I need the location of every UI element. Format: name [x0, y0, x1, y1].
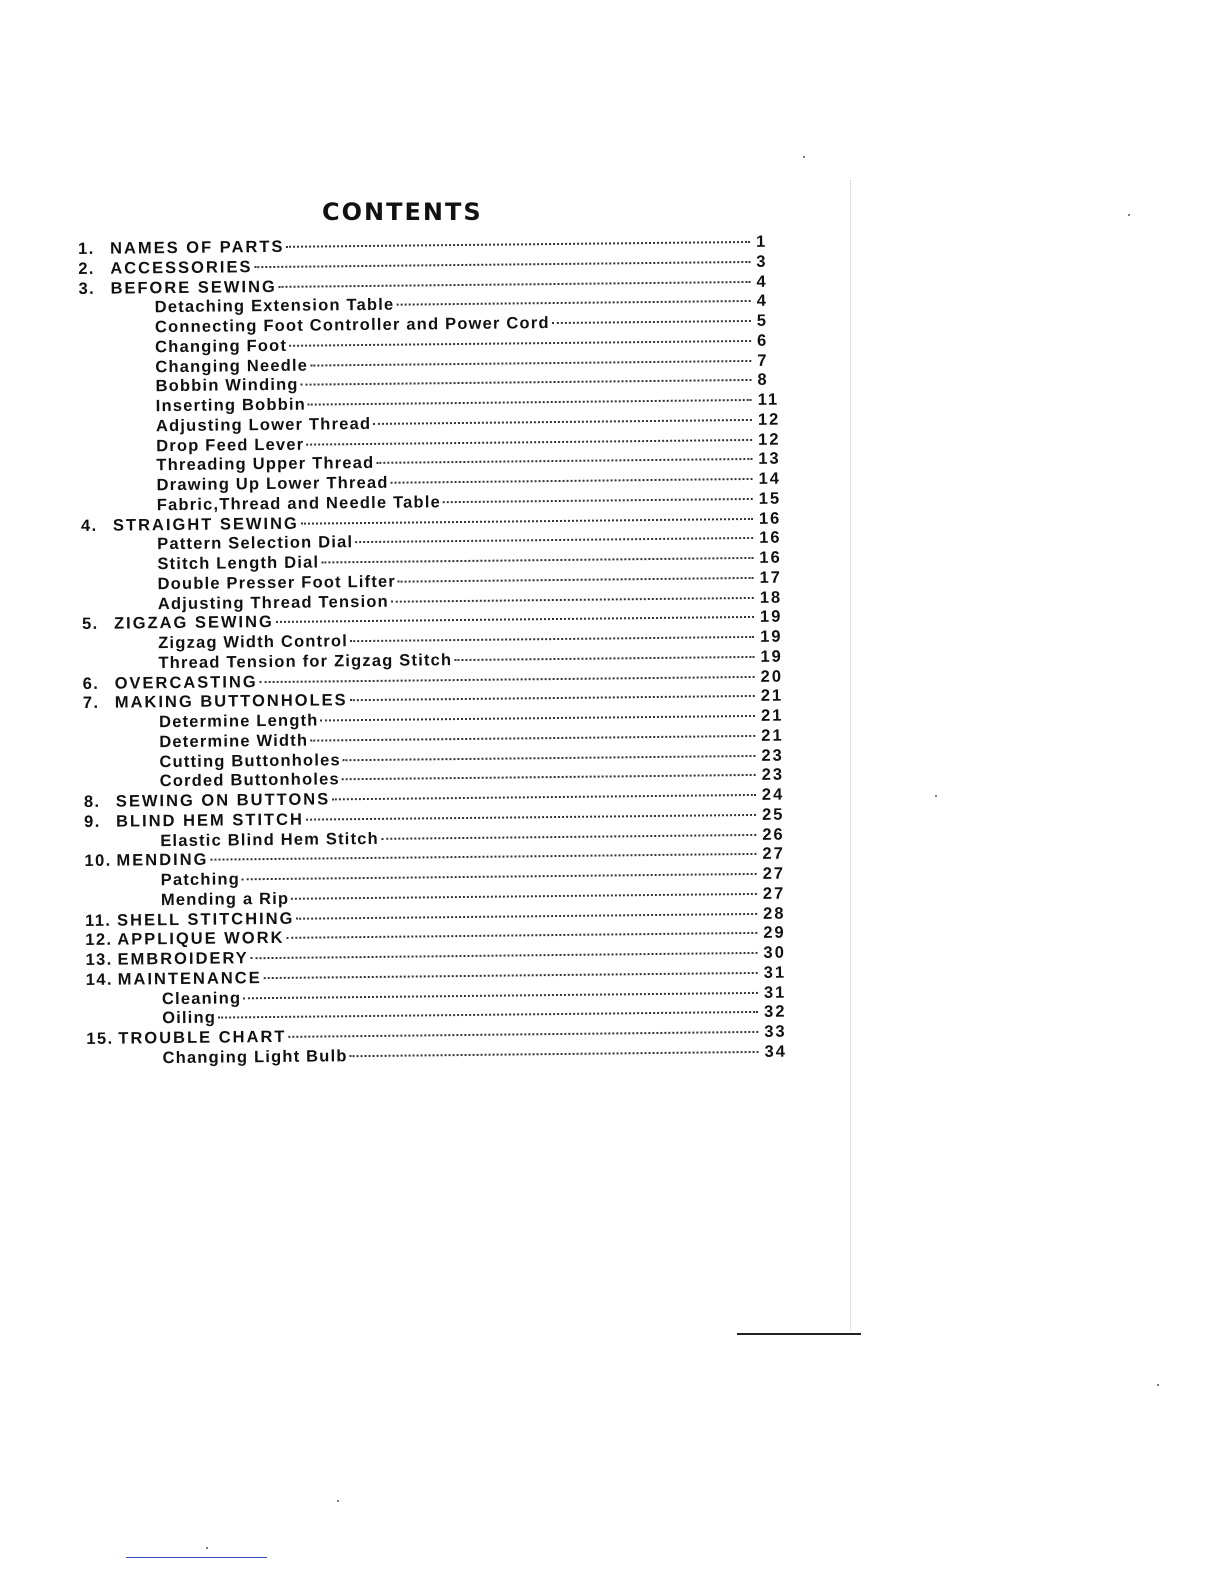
- toc-entry-page: 14: [758, 469, 781, 488]
- toc-entry-page: 29: [763, 923, 786, 943]
- dot-leader: [210, 853, 756, 861]
- toc-entry-number: 1.: [78, 239, 95, 258]
- toc-entry-number: [81, 490, 157, 491]
- toc-entry-title: Connecting Foot Controller and Power Cord: [154, 314, 550, 337]
- toc-entry-number: 3.: [78, 279, 96, 298]
- toc-entry-title: Determine Length: [158, 711, 319, 732]
- toc-entry-number: 12.: [85, 930, 113, 950]
- scan-speck: [935, 795, 937, 797]
- scan-speck: [1157, 1384, 1159, 1386]
- toc-entry-title: ZIGZAG SEWING: [113, 613, 274, 633]
- toc-entry-number: 13.: [85, 950, 113, 969]
- toc-entry-page: 1: [755, 232, 768, 251]
- toc-entry-title: Adjusting Lower Thread: [155, 414, 372, 435]
- scan-speck: [1128, 214, 1130, 216]
- toc-entry-number: [80, 431, 156, 432]
- toc-entry-title: Cutting Buttonholes: [159, 750, 341, 771]
- toc-entry-number: [86, 1023, 162, 1024]
- toc-entry-title: Changing Light Bulb: [162, 1046, 348, 1067]
- toc-entry-page: 16: [759, 528, 782, 548]
- toc-entry-number: [85, 905, 161, 906]
- toc-entry-page: 33: [764, 1022, 787, 1041]
- toc-entry-title: Detaching Extension Table: [154, 295, 395, 317]
- dot-leader: [289, 340, 751, 347]
- toc-entry-title: EMBROIDERY: [117, 949, 249, 969]
- toc-entry-title: Changing Foot: [155, 336, 288, 356]
- toc-entry-page: 32: [764, 1002, 787, 1022]
- toc-entry-title: Mending a Rip: [160, 889, 290, 909]
- toc-entry-number: 8.: [83, 792, 101, 811]
- dot-leader: [301, 517, 753, 524]
- toc-entry-title: Drop Feed Lever: [156, 435, 305, 455]
- toc-entry-title: Elastic Blind Hem Stitch: [160, 829, 379, 850]
- toc-entry-page: 4: [756, 292, 768, 311]
- toc-entry-page: 24: [761, 785, 785, 804]
- toc-entry-number: [81, 510, 157, 511]
- dot-leader: [443, 498, 753, 503]
- toc-entry-number: 11.: [85, 911, 112, 930]
- toc-entry-title: MENDING: [116, 850, 209, 870]
- toc-entry-number: [87, 1063, 163, 1064]
- dot-leader: [396, 300, 750, 306]
- toc-entry-page: 21: [761, 726, 784, 745]
- toc-entry-page: 27: [762, 884, 786, 903]
- toc-entry-number: [84, 846, 160, 847]
- dot-leader: [306, 438, 752, 445]
- toc-entry-page: 11: [757, 390, 780, 409]
- toc-entry-page: 13: [758, 449, 781, 469]
- dot-leader: [342, 774, 756, 780]
- toc-entry-number: 2.: [78, 259, 95, 278]
- dot-leader: [260, 675, 755, 682]
- dot-leader: [350, 1051, 759, 1057]
- dot-leader: [306, 814, 756, 821]
- dot-leader: [343, 754, 756, 760]
- toc-entry-number: 5.: [81, 615, 99, 634]
- toc-entry-page: 27: [762, 844, 785, 864]
- toc-entry-number: [81, 549, 157, 550]
- toc-entry-page: 34: [764, 1042, 787, 1061]
- toc-entry-number: [79, 352, 155, 353]
- dot-leader: [321, 715, 756, 722]
- toc-entry-page: 19: [760, 627, 783, 646]
- toc-entry-number: [80, 391, 156, 392]
- toc-entry-page: 4: [756, 272, 768, 291]
- dot-leader: [296, 912, 757, 919]
- toc-entry-page: 26: [762, 825, 785, 844]
- toc-entry-number: 10.: [84, 851, 112, 871]
- dot-leader: [332, 794, 756, 800]
- toc-entry-title: Zigzag Width Control: [158, 632, 349, 653]
- table-of-contents: [78, 233, 799, 1070]
- toc-entry-page: 12: [758, 430, 781, 449]
- toc-entry-number: 14.: [85, 970, 113, 989]
- toc-entry-number: [80, 411, 156, 412]
- toc-entry-title: Adjusting Thread Tension: [157, 592, 389, 613]
- dot-leader: [376, 458, 752, 464]
- dot-leader: [398, 577, 754, 583]
- toc-entry-page: 16: [759, 548, 782, 567]
- dot-leader: [291, 893, 757, 900]
- toc-entry-number: [82, 589, 158, 590]
- toc-entry-title: Corded Buttonholes: [159, 770, 340, 791]
- dot-leader: [288, 1031, 758, 1038]
- toc-entry-number: [84, 786, 160, 787]
- toc-entry-number: [80, 451, 156, 452]
- toc-entry-page: 31: [763, 963, 787, 982]
- dot-leader: [301, 379, 752, 386]
- toc-entry-number: 15.: [86, 1029, 114, 1048]
- toc-entry-number: 9.: [83, 812, 101, 831]
- toc-entry-title: NAMES OF PARTS: [109, 237, 285, 258]
- toc-entry-number: [86, 1004, 162, 1005]
- toc-entry-number: [83, 747, 159, 748]
- toc-entry-title: Cleaning: [161, 988, 242, 1008]
- toc-entry-number: [83, 727, 159, 728]
- toc-entry-title: MAKING BUTTONHOLES: [114, 691, 348, 712]
- dot-leader: [552, 320, 751, 324]
- scan-edge-mark: [850, 180, 851, 1330]
- toc-entry-page: 5: [756, 311, 769, 330]
- dot-leader: [454, 656, 754, 661]
- toc-entry-page: 3: [756, 252, 768, 271]
- toc-entry-page: 21: [760, 686, 784, 706]
- dot-leader: [279, 280, 751, 287]
- toc-entry-title: Drawing Up Lower Thread: [156, 473, 389, 495]
- dot-leader: [355, 537, 753, 543]
- toc-entry-page: 12: [757, 410, 781, 429]
- toc-entry-page: 20: [760, 667, 784, 686]
- toc-entry-title: Oiling: [162, 1008, 217, 1028]
- dot-leader: [218, 1011, 758, 1019]
- dot-leader: [350, 636, 754, 642]
- toc-entry-title: Patching: [160, 870, 241, 890]
- dot-leader: [321, 557, 753, 564]
- toc-entry-page: 23: [761, 765, 785, 785]
- dot-leader: [308, 399, 752, 406]
- toc-entry-title: Inserting Bobbin: [155, 395, 307, 416]
- toc-entry-title: SEWING ON BUTTONS: [115, 790, 331, 811]
- toc-entry-title: Determine Width: [159, 731, 309, 751]
- dot-leader: [286, 932, 757, 939]
- toc-entry-number: [85, 885, 161, 886]
- dot-leader: [310, 359, 751, 366]
- toc-entry-page: 18: [759, 588, 783, 607]
- dot-leader: [251, 952, 758, 959]
- page-title: CONTENTS: [322, 198, 483, 226]
- scan-speck: [337, 1500, 339, 1502]
- scan-speck: [206, 1547, 208, 1549]
- dot-leader: [391, 478, 753, 484]
- toc-entry-page: 23: [761, 746, 784, 765]
- toc-entry-title: BEFORE SEWING: [110, 277, 277, 298]
- dot-leader: [391, 596, 754, 602]
- toc-entry-number: 7.: [82, 694, 100, 713]
- toc-entry-number: [79, 372, 155, 373]
- toc-entry-title: Fabric,Thread and Needle Table: [156, 492, 442, 514]
- toc-entry-title: APPLIQUE WORK: [117, 929, 285, 949]
- toc-entry-number: 6.: [82, 674, 100, 693]
- dot-leader: [381, 833, 756, 839]
- toc-entry-title: MAINTENANCE: [117, 968, 262, 989]
- toc-entry-title: Changing Needle: [155, 356, 309, 376]
- dot-leader: [286, 241, 750, 248]
- toc-entry-title: TROUBLE CHART: [118, 1027, 287, 1048]
- dot-leader: [276, 616, 754, 623]
- divider-rule: [126, 1557, 267, 1558]
- toc-entry-number: [82, 668, 158, 669]
- dot-leader: [373, 419, 752, 425]
- dot-leader: [243, 991, 758, 998]
- toc-entry-page: 31: [763, 983, 787, 1002]
- toc-entry-title: Pattern Selection Dial: [157, 533, 354, 554]
- toc-entry-number: [81, 569, 157, 570]
- toc-entry-title: SHELL STITCHING: [117, 909, 295, 930]
- toc-entry-number: [79, 312, 155, 313]
- toc-entry-page: 30: [763, 943, 786, 962]
- toc-entry-title: Stitch Length Dial: [157, 553, 320, 574]
- toc-entry-title: STRAIGHT SEWING: [112, 514, 299, 535]
- dot-leader: [242, 873, 757, 880]
- toc-entry-number: [80, 470, 156, 471]
- toc-entry-title: Bobbin Winding: [155, 375, 299, 396]
- toc-entry-title: OVERCASTING: [114, 672, 258, 693]
- toc-entry-title: Thread Tension for Zigzag Stitch: [158, 650, 453, 672]
- toc-entry-page: 7: [757, 351, 769, 370]
- toc-entry-page: 16: [758, 509, 782, 528]
- dot-leader: [310, 735, 755, 742]
- toc-entry-page: 28: [762, 904, 786, 923]
- dot-leader: [254, 261, 750, 268]
- toc-entry-title: Double Presser Foot Lifter: [157, 572, 397, 593]
- toc-entry-page: 19: [759, 607, 783, 627]
- toc-entry-page: 17: [759, 568, 783, 587]
- toc-entry-page: 8: [757, 371, 769, 390]
- toc-entry-number: [82, 648, 158, 649]
- scan-speck: [803, 156, 805, 158]
- toc-entry-page: 19: [760, 647, 783, 666]
- toc-entry-page: 21: [760, 706, 784, 725]
- divider-rule: [737, 1333, 861, 1335]
- toc-entry-number: [79, 332, 155, 333]
- toc-entry-page: 15: [758, 489, 782, 508]
- dot-leader: [350, 695, 755, 701]
- toc-entry-title: BLIND HEM STITCH: [115, 810, 305, 831]
- toc-entry-number: 4.: [80, 516, 98, 535]
- toc-entry-number: [82, 609, 158, 610]
- toc-entry-page: 25: [761, 805, 785, 824]
- dot-leader: [264, 972, 758, 979]
- toc-entry-page: 27: [762, 864, 786, 883]
- toc-entry-number: [84, 767, 160, 768]
- toc-entry-title: ACCESSORIES: [110, 257, 253, 278]
- toc-entry-page: 6: [756, 331, 769, 350]
- toc-entry-title: Threading Upper Thread: [156, 454, 375, 475]
